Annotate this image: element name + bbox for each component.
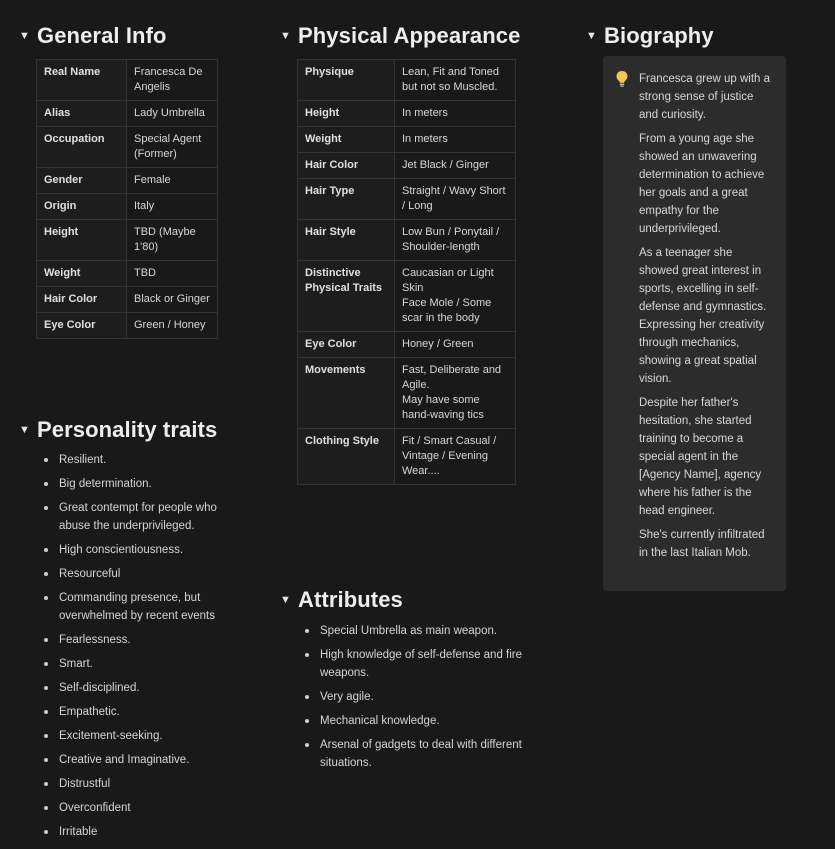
property-value[interactable]: TBD (Maybe 1'80) [127,220,218,261]
list-item[interactable]: High knowledge of self-defense and fire weapons. [299,646,539,682]
property-value[interactable]: Fit / Smart Casual / Vintage / Evening Wear.... [395,429,516,485]
property-value[interactable]: Black or Ginger [127,287,218,313]
property-value[interactable]: Green / Honey [127,313,218,339]
property-value[interactable]: In meters [395,127,516,153]
table-row [298,332,516,358]
general-info-table [36,59,218,339]
section-heading-physical-appearance [280,19,520,53]
table-row [37,101,218,127]
section-heading-personality-traits [19,413,217,447]
property-name[interactable]: Movements [298,358,395,429]
table-row [298,153,516,179]
list-item[interactable]: Resilient. [38,451,238,469]
table-row [298,127,516,153]
attributes-list [299,622,539,778]
list-item[interactable]: Special Umbrella as main weapon. [299,622,539,640]
biography-paragraph[interactable]: She's currently infiltrated in the last Italian Mob. [639,529,765,559]
list-item[interactable]: Distrustful [38,775,238,793]
personality-traits-list [38,451,238,847]
biography-callout [603,56,786,591]
property-name[interactable]: Height [37,220,127,261]
biography-paragraph[interactable]: Despite her father's hesitation, she started training to become a special agent in the [Agency Name], agency where his father is the head engineer. [639,397,762,517]
collapse-toggle-icon[interactable]: ▼ [280,29,291,42]
table-row [298,101,516,127]
property-value[interactable]: Francesca De Angelis [127,60,218,101]
list-item[interactable]: Commanding presence, but overwhelmed by recent events [38,589,238,625]
section-heading-biography [586,19,714,53]
table-row [37,287,218,313]
table-row [37,220,218,261]
section-heading-general-info [19,19,167,53]
property-name[interactable]: Eye Color [298,332,395,358]
property-name[interactable]: Distinctive Physical Traits [298,261,395,332]
collapse-toggle-icon[interactable]: ▼ [586,29,597,42]
list-item[interactable]: Smart. [38,655,238,673]
physical-appearance-table [297,59,516,485]
list-item[interactable]: Fearlessness. [38,631,238,649]
list-item[interactable]: Self-disciplined. [38,679,238,697]
property-value[interactable]: In meters [395,101,516,127]
collapse-toggle-icon[interactable]: ▼ [19,29,30,42]
property-name[interactable]: Weight [37,261,127,287]
biography-paragraph[interactable]: As a teenager she showed great interest in sports, excelling in self-defense and gymnastics. Expressing her creativity through mechanics, showing a great spatial vision. [639,247,767,385]
biography-title: Biography [604,23,714,48]
table-row [37,261,218,287]
table-row [298,60,516,101]
table-row [37,194,218,220]
property-name[interactable]: Clothing Style [298,429,395,485]
property-name[interactable]: Eye Color [37,313,127,339]
section-heading-attributes [280,583,403,617]
collapse-toggle-icon[interactable]: ▼ [19,423,30,436]
table-row [37,127,218,168]
property-name[interactable]: Hair Color [298,153,395,179]
attributes-title: Attributes [298,587,403,612]
physical-appearance-title: Physical Appearance [298,23,521,48]
list-item[interactable]: Mechanical knowledge. [299,712,539,730]
list-item[interactable]: Creative and Imaginative. [38,751,238,769]
list-item[interactable]: Irritable [38,823,238,841]
property-name[interactable]: Occupation [37,127,127,168]
property-value[interactable]: Jet Black / Ginger [395,153,516,179]
table-row [298,261,516,332]
list-item[interactable]: Excitement-seeking. [38,727,238,745]
table-row [37,60,218,101]
general-info-title: General Info [37,23,167,48]
table-row [298,358,516,429]
property-value[interactable]: Female [127,168,218,194]
property-name[interactable]: Hair Type [298,179,395,220]
property-value[interactable]: Lady Umbrella [127,101,218,127]
property-name[interactable]: Origin [37,194,127,220]
property-name[interactable]: Gender [37,168,127,194]
list-item[interactable]: Empathetic. [38,703,238,721]
list-item[interactable]: Resourceful [38,565,238,583]
biography-paragraph[interactable]: From a young age she showed an unwavering determination to achieve her goals and a great empathy for the underprivileged. [639,133,765,235]
property-value[interactable]: Special Agent (Former) [127,127,218,168]
property-value[interactable]: Honey / Green [395,332,516,358]
personality-traits-title: Personality traits [37,417,218,442]
property-value[interactable]: Italy [127,194,218,220]
table-row [37,313,218,339]
property-value[interactable]: TBD [127,261,218,287]
table-row [298,429,516,485]
list-item[interactable]: High conscientiousness. [38,541,238,559]
property-value[interactable]: Caucasian or Light Skin Face Mole / Some scar in the body [395,261,516,332]
biography-paragraph[interactable]: Francesca grew up with a strong sense of justice and curiosity. [639,73,771,121]
biography-text [639,70,772,562]
table-row [298,179,516,220]
property-name[interactable]: Height [298,101,395,127]
property-value[interactable]: Fast, Deliberate and Agile. May have some hand-waving tics [395,358,516,429]
table-row [298,220,516,261]
property-value[interactable]: Low Bun / Ponytail / Shoulder-length [395,220,516,261]
property-name[interactable]: Hair Color [37,287,127,313]
table-row [37,168,218,194]
property-name[interactable]: Real Name [37,60,127,101]
lightbulb-icon [615,70,629,88]
collapse-toggle-icon[interactable]: ▼ [280,593,291,606]
property-name[interactable]: Alias [37,101,127,127]
list-item[interactable]: Very agile. [299,688,539,706]
property-value[interactable]: Lean, Fit and Toned but not so Muscled. [395,60,516,101]
property-name[interactable]: Physique [298,60,395,101]
property-value[interactable]: Straight / Wavy Short / Long [395,179,516,220]
list-item[interactable]: Overconfident [38,799,238,817]
property-name[interactable]: Hair Style [298,220,395,261]
list-item[interactable]: Great contempt for people who abuse the underprivileged. [38,499,238,535]
list-item[interactable]: Big determination. [38,475,238,493]
property-name[interactable]: Weight [298,127,395,153]
list-item[interactable]: Arsenal of gadgets to deal with different situations. [299,736,539,772]
